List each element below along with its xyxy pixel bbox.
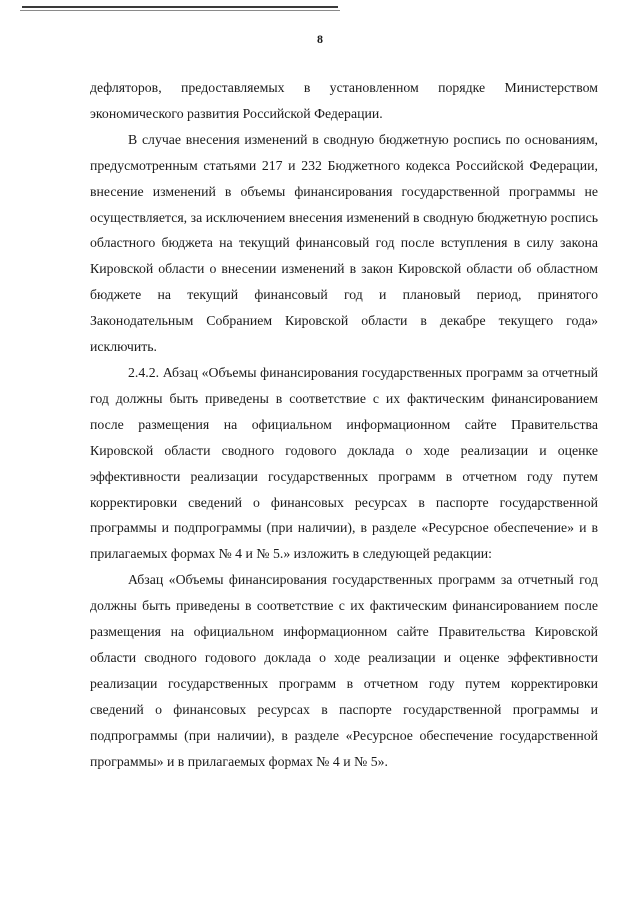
top-border-line-thin (20, 10, 340, 11)
paragraph-new-wording: Абзац «Объемы финансирования государственных программ за отчетный год должны быть приведены в соответствие с их фактическим финансированием после размещения на официальном информационном сайте Правительства Кировской области сводного годового доклада о ходе реализации и оценке эффективности реализации государственных программ в отчетном году путем корректировки сведений о финансовых ресурсах в паспорте государственной программы и подпрограммы (при наличии), в разделе «Ресурсное обеспечение государственной программы» и в прилагаемых формах № 4 и № 5». (90, 572, 598, 769)
paragraph-clause-2-4-2: 2.4.2. Абзац «Объемы финансирования государственных программ за отчетный год должны быть приведены в соответствие с их фактическим финансированием после размещения на официальном информационном сайте Правительства Кировской области сводного годового доклада о ходе реализации и оценке эффективности реализации государственных программ в отчетном году путем корректировки сведений о финансовых ресурсах в паспорте государственной программы и подпрограммы (при наличии), в разделе «Ресурсное обеспечение» и в прилагаемых формах № 4 и № 5.» изложить в следующей редакции: (90, 364, 598, 562)
paragraph-continuation: дефляторов, предоставляемых в установленном порядке Министерством экономического развития Российской Федерации. (90, 80, 598, 121)
page-number: 8 (317, 32, 323, 46)
top-border-line (22, 6, 338, 8)
document-body (90, 75, 598, 774)
paragraph-budget-changes: В случае внесения изменений в сводную бюджетную роспись по основаниям, предусмотренным статьями 217 и 232 Бюджетного кодекса Российской Федерации, внесение изменений в объемы финансирования государственной программы не осуществляется, за исключением внесения изменений в сводную бюджетную роспись областного бюджета на текущий финансовый год после вступления в силу закона Кировской области о внесении изменений в закон Кировской области об областном бюджете на текущий финансовый год и плановый период, принятого Законодательным Собранием Кировской области в декабре текущего года» исключить. (90, 131, 598, 355)
